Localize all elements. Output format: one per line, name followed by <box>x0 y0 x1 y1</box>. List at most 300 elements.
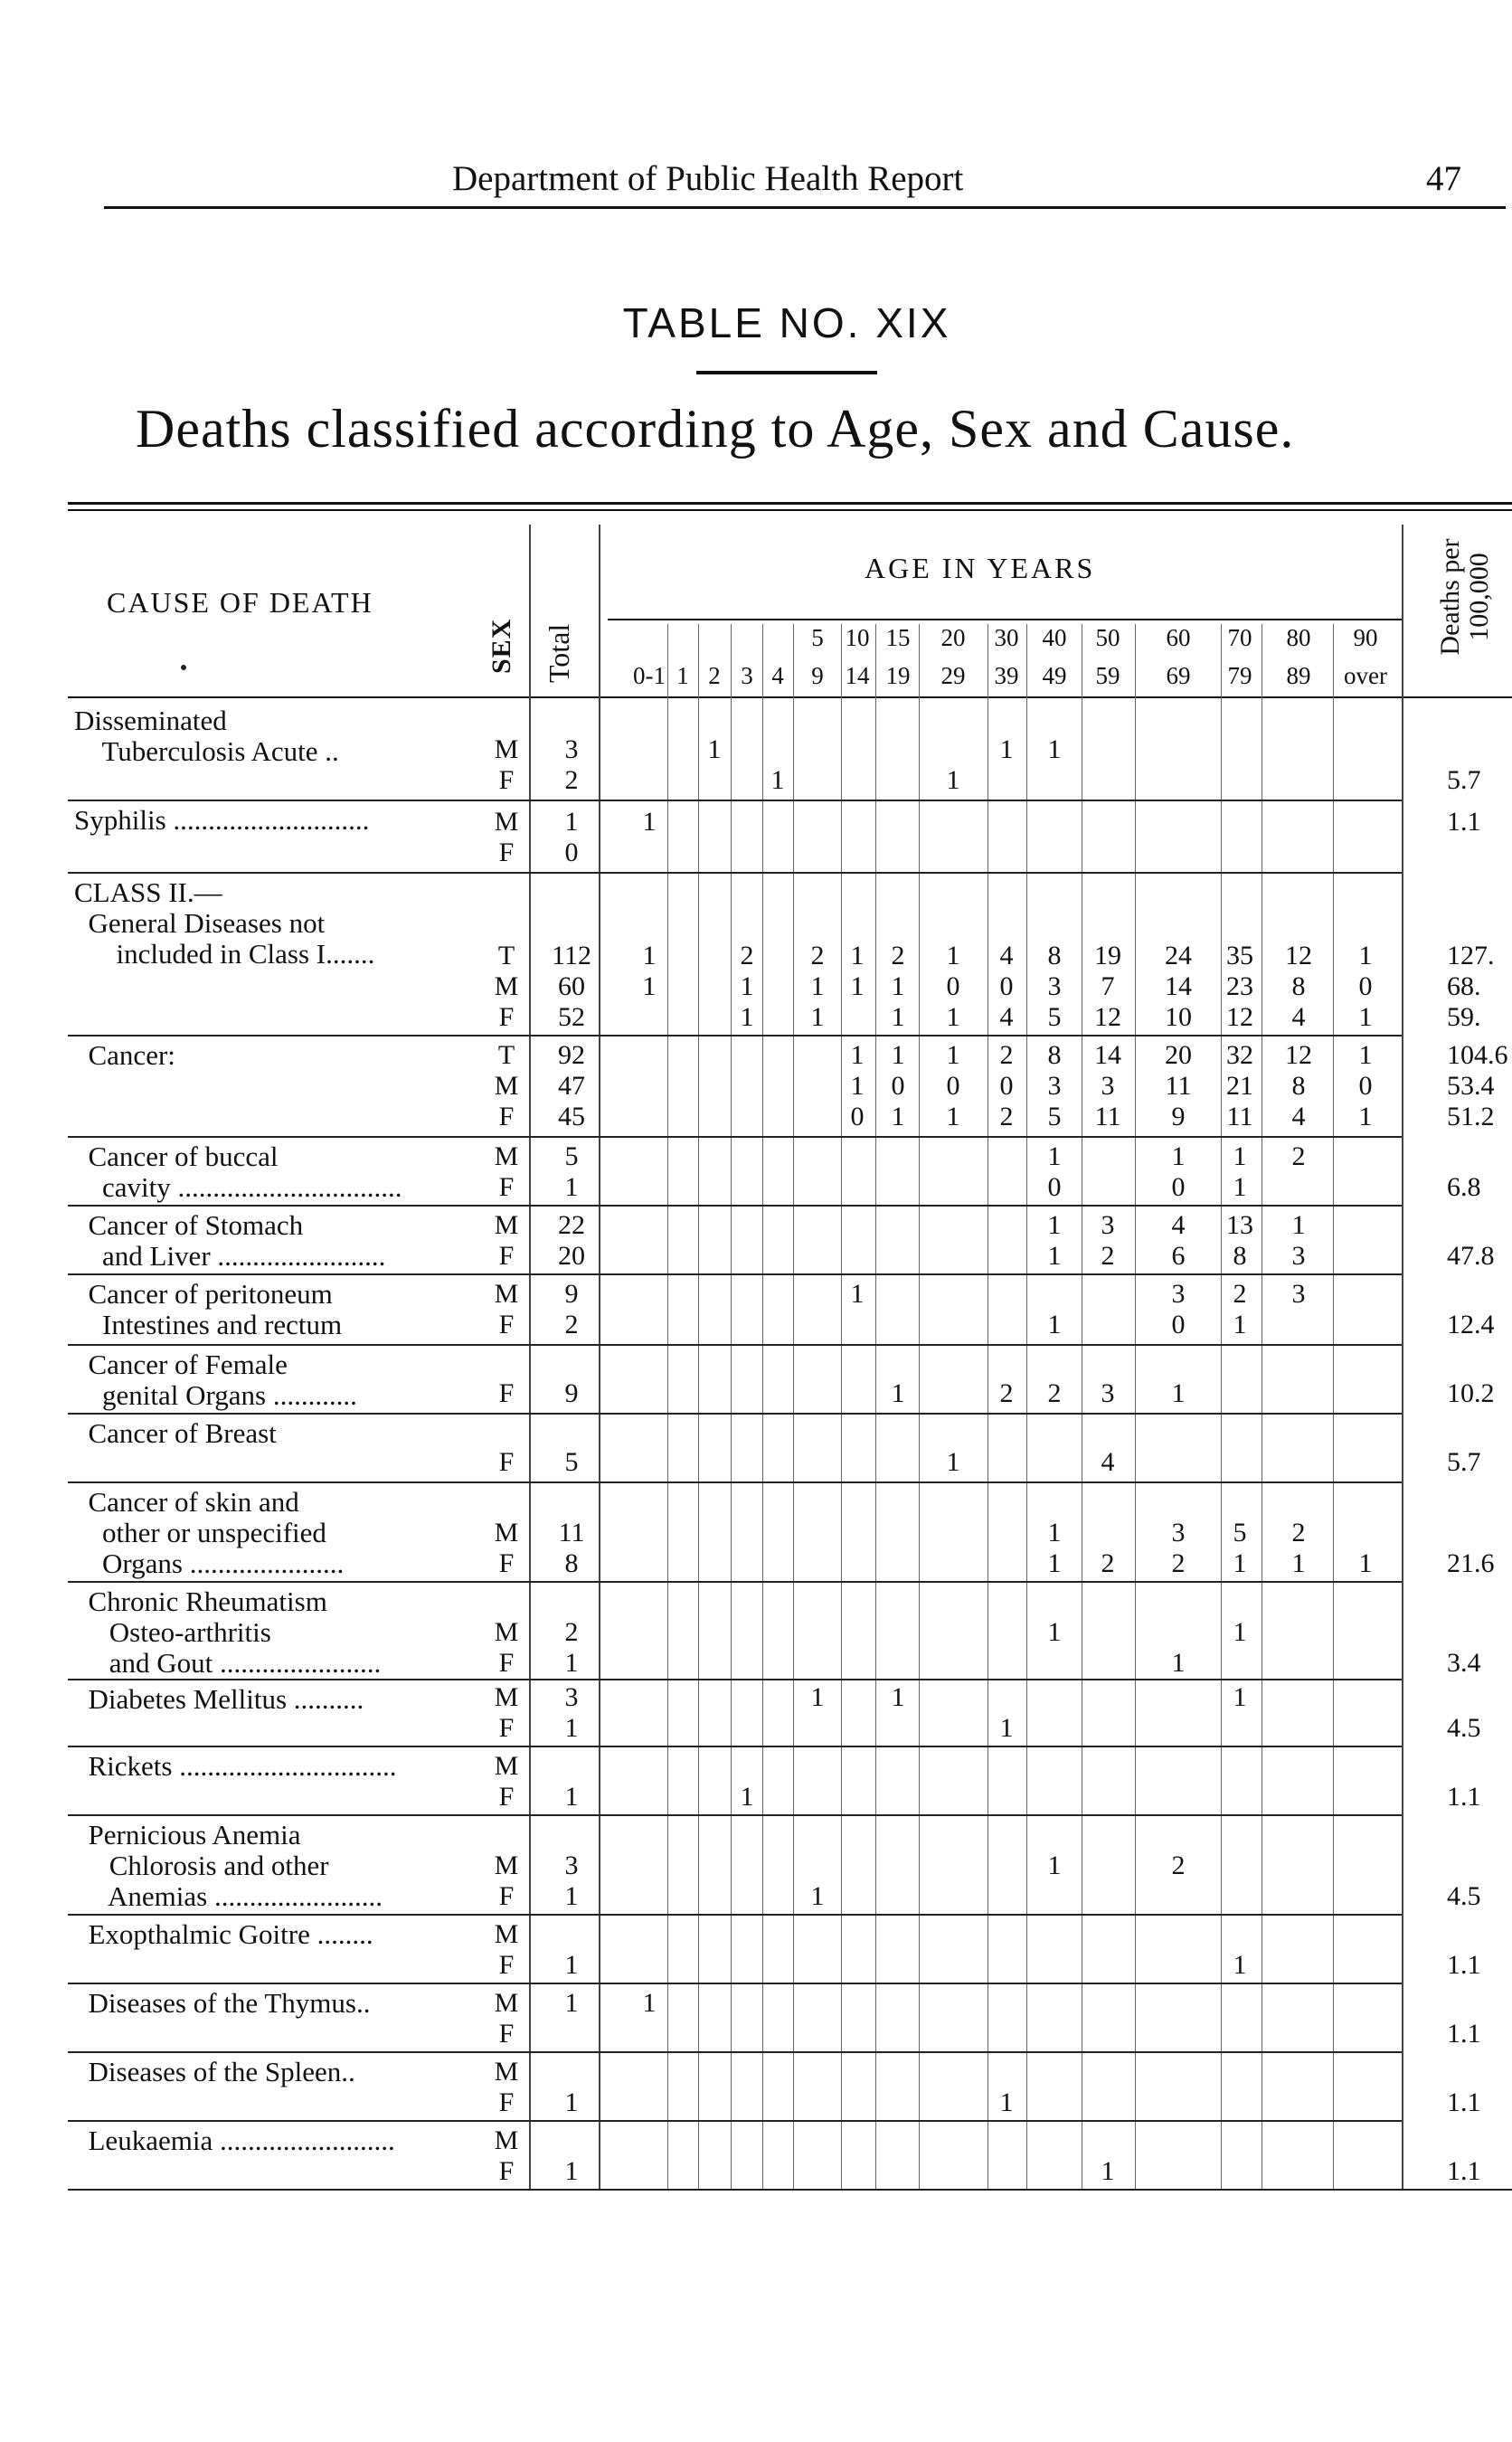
age-header-from: 20 <box>940 624 966 651</box>
sex-cell: F <box>498 1172 515 1202</box>
rate-column-header <box>1436 506 1494 687</box>
age-column-rule <box>667 624 668 2189</box>
sex-cell: F <box>498 1950 515 1980</box>
age-cell: 1 <box>891 1682 905 1712</box>
age-cell: 2 <box>891 941 905 970</box>
age-cell: 3 <box>1101 1071 1115 1101</box>
page-number: 47 <box>1426 159 1461 198</box>
age-cell: 1 <box>891 1378 905 1408</box>
age-cell: 12 <box>1285 1040 1312 1070</box>
age-cell: 32 <box>1226 1040 1253 1070</box>
age-cell: 2 <box>1291 1141 1306 1171</box>
age-header-from: 60 <box>1166 624 1191 651</box>
age-cell: 2 <box>740 941 754 970</box>
age-cell: 1 <box>1047 1141 1062 1171</box>
cause-label: and Liver ........................ <box>74 1240 386 1272</box>
age-header-to: 49 <box>1042 662 1067 689</box>
sex-cell: F <box>498 1713 515 1743</box>
cause-label: Organs ...................... <box>74 1548 345 1579</box>
cause-label: genital Organs ............ <box>74 1379 357 1411</box>
sex-cell: M <box>494 1682 519 1712</box>
age-header-to: 14 <box>845 662 870 689</box>
cause-label: Tuberculosis Acute .. <box>74 735 339 767</box>
cause-label: Exopthalmic Goitre ........ <box>74 1918 373 1950</box>
cause-label: Osteo-arthritis <box>74 1616 271 1648</box>
age-header-to: 3 <box>741 662 753 689</box>
age-cell: 1 <box>1233 1141 1247 1171</box>
group-divider <box>68 1983 1402 1984</box>
age-column-rule <box>1135 624 1136 2189</box>
age-cell: 1 <box>850 1071 865 1101</box>
age-cell: 1 <box>707 734 722 764</box>
age-cell: 1 <box>1233 1548 1247 1578</box>
age-cell: 1 <box>891 1102 905 1131</box>
age-cell: 4 <box>1291 1102 1306 1131</box>
rate-cell: 127. <box>1447 941 1495 970</box>
age-cell: 1 <box>1171 1141 1186 1171</box>
age-cell: 5 <box>1233 1518 1247 1548</box>
cause-label: Cancer of peritoneum <box>74 1278 333 1310</box>
age-cell: 1 <box>850 941 865 970</box>
total-cell: 11 <box>558 1518 585 1548</box>
age-cell: 1 <box>770 765 785 795</box>
sex-cell: F <box>498 2019 515 2049</box>
age-cell: 2 <box>810 941 825 970</box>
age-column-rule <box>875 624 876 2189</box>
age-header-from: 90 <box>1353 624 1378 651</box>
rate-cell: 5.7 <box>1447 1447 1481 1477</box>
rate-cell: 59. <box>1447 1002 1481 1032</box>
total-cell: 1 <box>564 1950 579 1980</box>
age-header-from: 5 <box>811 624 824 651</box>
age-cell: 2 <box>1101 1548 1115 1578</box>
age-cell: 2 <box>999 1378 1014 1408</box>
age-cell: 0 <box>946 1071 960 1101</box>
age-cell: 0 <box>999 971 1014 1001</box>
age-cell: 0 <box>1358 971 1373 1001</box>
age-cell: 1 <box>946 1002 960 1032</box>
age-cell: 19 <box>1094 941 1121 970</box>
sex-cell: M <box>494 807 519 837</box>
cause-label: Syphilis ............................ <box>74 804 370 836</box>
age-cell: 1 <box>740 1002 754 1032</box>
cause-label: Cancer of Stomach <box>74 1209 304 1241</box>
age-cell: 1 <box>999 734 1014 764</box>
cause-label: other or unspecified <box>74 1517 326 1548</box>
rate-cell: 104.6 <box>1447 1040 1508 1070</box>
sex-cell: F <box>498 765 515 795</box>
age-cell: 1 <box>1047 1310 1062 1339</box>
age-cell: 0 <box>1358 1071 1373 1101</box>
group-divider <box>68 1581 1402 1583</box>
sex-cell: M <box>494 1988 519 2018</box>
age-cell: 1 <box>946 765 960 795</box>
age-cell: 1 <box>1233 1310 1247 1339</box>
total-cell: 3 <box>564 1850 579 1880</box>
age-cell: 1 <box>850 971 865 1001</box>
total-cell: 20 <box>558 1241 585 1271</box>
cause-label: Cancer of skin and <box>74 1486 299 1518</box>
age-header-to: 0-1 <box>633 662 666 689</box>
rate-cell: 47.8 <box>1447 1241 1495 1271</box>
age-cell: 2 <box>1171 1548 1186 1578</box>
age-cell: 1 <box>1047 734 1062 764</box>
cause-label: Anemias ........................ <box>74 1880 383 1912</box>
age-cell: 1 <box>850 1279 865 1309</box>
age-cell: 1 <box>1047 1210 1062 1240</box>
age-header-rule <box>608 619 1403 620</box>
age-cell: 11 <box>1226 1102 1253 1131</box>
sex-cell: F <box>498 1648 515 1678</box>
age-cell: 1 <box>999 2087 1014 2117</box>
age-column-rule <box>841 624 842 2189</box>
age-group-header: AGE IN YEARS <box>865 552 1096 584</box>
total-cell: 3 <box>564 1682 579 1712</box>
group-divider <box>68 1205 1402 1207</box>
age-cell: 1 <box>1233 1950 1247 1980</box>
age-cell: 5 <box>1047 1102 1062 1131</box>
rate-cell: 1.1 <box>1447 807 1481 837</box>
age-cell: 2 <box>1171 1850 1186 1880</box>
age-cell: 1 <box>891 971 905 1001</box>
age-cell: 1 <box>1233 1617 1247 1647</box>
age-header-to: over <box>1344 662 1387 689</box>
age-header-to: 59 <box>1095 662 1120 689</box>
sex-cell: M <box>494 1279 519 1309</box>
age-cell: 4 <box>999 941 1014 970</box>
total-column-header: Total <box>543 623 575 683</box>
age-cell: 8 <box>1047 1040 1062 1070</box>
age-cell: 1 <box>850 1040 865 1070</box>
total-cell: 2 <box>564 1617 579 1647</box>
age-cell: 2 <box>1291 1518 1306 1548</box>
group-divider <box>68 1746 1402 1747</box>
table-number: TABLE NO. XIX <box>622 299 951 346</box>
age-header-from: 40 <box>1042 624 1067 651</box>
age-cell: 1 <box>946 1102 960 1131</box>
total-cell: 1 <box>564 2156 579 2186</box>
sex-cell: F <box>498 2087 515 2117</box>
group-divider <box>68 1914 1402 1916</box>
age-cell: 1 <box>1358 1102 1373 1131</box>
total-cell: 92 <box>558 1040 585 1070</box>
sex-cell: F <box>498 1241 515 1271</box>
age-cell: 1 <box>642 941 657 970</box>
rate-cell: 1.1 <box>1447 2087 1481 2117</box>
age-cell: 1 <box>1047 1617 1062 1647</box>
age-cell: 1 <box>999 1713 1014 1743</box>
age-header-from: 50 <box>1095 624 1120 651</box>
cause-label: Intestines and rectum <box>74 1309 343 1340</box>
cause-label: and Gout ....................... <box>74 1647 382 1679</box>
group-divider <box>68 1814 1402 1816</box>
age-header-to: 69 <box>1166 662 1191 689</box>
age-column-rule <box>698 624 699 2189</box>
age-cell: 12 <box>1094 1002 1121 1032</box>
age-cell: 3 <box>1171 1279 1186 1309</box>
sex-cell: T <box>497 1040 515 1070</box>
age-cell: 0 <box>1171 1172 1186 1202</box>
sex-cell: F <box>498 1881 515 1911</box>
group-divider <box>68 1481 1402 1483</box>
cause-column-header: CAUSE OF DEATH <box>107 586 373 619</box>
sex-cell: M <box>494 1919 519 1949</box>
rate-cell: 4.5 <box>1447 1713 1481 1743</box>
age-cell: 1 <box>1358 941 1373 970</box>
age-header-to: 39 <box>994 662 1019 689</box>
age-cell: 1 <box>810 1002 825 1032</box>
table-bottom-rule <box>68 2189 1512 2191</box>
cause-label: Diabetes Mellitus .......... <box>74 1683 364 1715</box>
age-column-rule <box>793 624 794 2189</box>
age-cell: 1 <box>1358 1548 1373 1578</box>
age-cell: 11 <box>1165 1071 1192 1101</box>
age-cell: 14 <box>1094 1040 1121 1070</box>
sex-cell: M <box>494 971 519 1001</box>
age-cell: 3 <box>1291 1279 1306 1309</box>
group-divider <box>68 1273 1402 1275</box>
total-column-rule <box>599 525 600 2189</box>
total-cell: 3 <box>564 734 579 764</box>
sex-cell: M <box>494 1617 519 1647</box>
age-cell: 1 <box>1233 1172 1247 1202</box>
rate-cell: 68. <box>1447 971 1481 1001</box>
age-column-rule <box>731 624 732 2189</box>
rate-cell: 53.4 <box>1447 1071 1495 1101</box>
sex-cell: T <box>497 941 515 970</box>
cause-label: Cancer of Female <box>74 1349 288 1380</box>
age-cell: 13 <box>1226 1210 1253 1240</box>
age-cell: 1 <box>642 807 657 837</box>
cause-label: Disseminated <box>74 705 227 736</box>
cause-label: Cancer of buccal <box>74 1141 279 1172</box>
title-underline <box>696 371 877 374</box>
sex-cell: M <box>494 1141 519 1171</box>
rate-cell: 10.2 <box>1447 1378 1495 1408</box>
age-cell: 2 <box>1047 1378 1062 1408</box>
age-header-from: 15 <box>885 624 911 651</box>
age-cell: 1 <box>1101 2156 1115 2186</box>
age-header-to: 89 <box>1286 662 1311 689</box>
rate-header-text: Deaths per 100,000 <box>1435 538 1494 656</box>
group-divider <box>68 1679 1402 1680</box>
sex-cell: F <box>498 2156 515 2186</box>
age-cell: 1 <box>1291 1548 1306 1578</box>
total-cell: 9 <box>564 1378 579 1408</box>
age-cell: 0 <box>850 1102 865 1131</box>
age-cell: 1 <box>1358 1002 1373 1032</box>
group-divider <box>68 1136 1402 1138</box>
rate-cell: 51.2 <box>1447 1102 1495 1131</box>
total-cell: 0 <box>564 838 579 867</box>
age-header-from: 10 <box>845 624 870 651</box>
age-column-rule <box>1221 624 1222 2189</box>
sex-cell: M <box>494 1071 519 1101</box>
total-cell: 1 <box>564 1172 579 1202</box>
age-cell: 1 <box>946 1040 960 1070</box>
total-cell: 8 <box>564 1548 579 1578</box>
rate-cell: 1.1 <box>1447 2019 1481 2049</box>
total-cell: 112 <box>552 941 591 970</box>
age-cell: 4 <box>1101 1447 1115 1477</box>
total-cell: 5 <box>564 1447 579 1477</box>
sex-cell: M <box>494 734 519 764</box>
total-cell: 52 <box>558 1002 585 1032</box>
age-cell: 3 <box>1291 1241 1306 1271</box>
age-cell: 21 <box>1226 1071 1253 1101</box>
total-cell: 1 <box>564 1713 579 1743</box>
rate-cell: 21.6 <box>1447 1548 1495 1578</box>
group-divider <box>68 1035 1402 1036</box>
cause-label: Rickets ............................... <box>74 1750 397 1782</box>
total-cell: 22 <box>558 1210 585 1240</box>
sex-cell: M <box>494 1210 519 1240</box>
age-cell: 0 <box>1171 1310 1186 1339</box>
age-cell: 35 <box>1226 941 1253 970</box>
group-divider <box>68 800 1402 801</box>
group-divider <box>68 872 1402 874</box>
age-header-from: 30 <box>994 624 1019 651</box>
age-cell: 5 <box>1047 1002 1062 1032</box>
age-header-to: 29 <box>940 662 966 689</box>
age-cell: 1 <box>1047 1518 1062 1548</box>
age-cell: 8 <box>1233 1241 1247 1271</box>
age-header-from: 80 <box>1286 624 1311 651</box>
age-cell: 1 <box>642 1988 657 2018</box>
age-cell: 1 <box>810 1881 825 1911</box>
age-cell: 1 <box>1233 1682 1247 1712</box>
age-cell: 12 <box>1226 1002 1253 1032</box>
age-cell: 23 <box>1226 971 1253 1001</box>
total-cell: 1 <box>564 2087 579 2117</box>
sex-cell: F <box>498 1102 515 1131</box>
age-cell: 12 <box>1285 941 1312 970</box>
age-cell: 24 <box>1165 941 1192 970</box>
age-cell: 10 <box>1165 1002 1192 1032</box>
rate-cell: 1.1 <box>1447 1950 1481 1980</box>
sex-cell: F <box>498 1548 515 1578</box>
sex-cell: F <box>498 1447 515 1477</box>
total-cell: 1 <box>564 1881 579 1911</box>
group-divider <box>68 1344 1402 1346</box>
age-cell: 20 <box>1165 1040 1192 1070</box>
total-cell: 9 <box>564 1279 579 1309</box>
sex-cell: F <box>498 1002 515 1032</box>
total-cell: 1 <box>564 1988 579 2018</box>
sex-cell: M <box>494 1751 519 1781</box>
age-cell: 4 <box>1171 1210 1186 1240</box>
rate-cell: 1.1 <box>1447 2156 1481 2186</box>
sex-cell: F <box>498 1378 515 1408</box>
age-cell: 3 <box>1171 1518 1186 1548</box>
cause-label: included in Class I....... <box>74 938 375 970</box>
cause-label: General Diseases not <box>74 907 326 939</box>
age-header-from: 70 <box>1227 624 1252 651</box>
cause-label: CLASS II.— <box>74 876 222 908</box>
rate-cell: 6.8 <box>1447 1172 1481 1202</box>
age-cell: 4 <box>1291 1002 1306 1032</box>
age-cell: 1 <box>946 1447 960 1477</box>
age-cell: 0 <box>1047 1172 1062 1202</box>
age-column-rule <box>1026 624 1027 2189</box>
age-cell: 0 <box>891 1071 905 1101</box>
table-top-rule-2 <box>68 509 1512 511</box>
age-cell: 0 <box>946 971 960 1001</box>
header-rule <box>104 206 1506 209</box>
age-cell: 1 <box>1047 1241 1062 1271</box>
age-cell: 3 <box>1101 1210 1115 1240</box>
age-cell: 1 <box>740 1782 754 1812</box>
age-header-to: 4 <box>771 662 784 689</box>
rate-cell: 12.4 <box>1447 1310 1495 1339</box>
age-cell: 1 <box>642 971 657 1001</box>
running-title: Department of Public Health Report <box>452 159 964 198</box>
age-header-to: 19 <box>885 662 911 689</box>
sex-cell: F <box>498 1782 515 1812</box>
age-header-to: 9 <box>811 662 824 689</box>
age-cell: 1 <box>946 941 960 970</box>
age-cell: 8 <box>1047 941 1062 970</box>
group-divider <box>68 2051 1402 2053</box>
age-cell: 0 <box>999 1071 1014 1101</box>
age-cell: 14 <box>1165 971 1192 1001</box>
age-cell: 1 <box>1047 1548 1062 1578</box>
age-cell: 1 <box>1291 1210 1306 1240</box>
table-top-rule <box>68 502 1512 505</box>
group-divider <box>68 1413 1402 1415</box>
age-cell: 9 <box>1171 1102 1186 1131</box>
sex-cell: M <box>494 1850 519 1880</box>
sex-cell: F <box>498 838 515 867</box>
cause-label: Chlorosis and other <box>74 1850 329 1881</box>
age-cell: 3 <box>1101 1378 1115 1408</box>
age-column-rule <box>919 624 920 2189</box>
age-cell: 4 <box>999 1002 1014 1032</box>
age-cell: 2 <box>999 1040 1014 1070</box>
cause-label: Diseases of the Thymus.. <box>74 1987 371 2019</box>
cause-label: Cancer: <box>74 1039 175 1071</box>
age-cell: 1 <box>810 1682 825 1712</box>
age-cell: 1 <box>1171 1648 1186 1678</box>
cause-label: cavity ................................ <box>74 1171 402 1203</box>
cause-label: Pernicious Anemia <box>74 1819 301 1850</box>
age-cell: 6 <box>1171 1241 1186 1271</box>
cause-label: Cancer of Breast <box>74 1417 277 1449</box>
age-header-to: 79 <box>1227 662 1252 689</box>
total-cell: 5 <box>564 1141 579 1171</box>
sex-cell: M <box>494 2057 519 2087</box>
age-cell: 2 <box>1233 1279 1247 1309</box>
rate-cell: 1.1 <box>1447 1782 1481 1812</box>
age-cell: 8 <box>1291 1071 1306 1101</box>
sex-column-rule <box>529 525 531 2189</box>
age-cell: 3 <box>1047 971 1062 1001</box>
rate-cell: 5.7 <box>1447 765 1481 795</box>
cause-label: Chronic Rheumatism <box>74 1585 327 1617</box>
cause-label: Diseases of the Spleen.. <box>74 2056 355 2087</box>
age-column-rule <box>762 624 763 2189</box>
age-cell: 1 <box>891 1040 905 1070</box>
age-cell: 11 <box>1094 1102 1121 1131</box>
total-cell: 1 <box>564 1782 579 1812</box>
total-cell: 45 <box>558 1102 585 1131</box>
total-cell: 47 <box>558 1071 585 1101</box>
cause-label: Leukaemia ......................... <box>74 2125 395 2156</box>
age-cell: 3 <box>1047 1071 1062 1101</box>
age-cell: 2 <box>999 1102 1014 1131</box>
bullet-mark <box>181 665 186 670</box>
table-title: Deaths classified according to Age, Sex and Cause. <box>136 399 1295 459</box>
